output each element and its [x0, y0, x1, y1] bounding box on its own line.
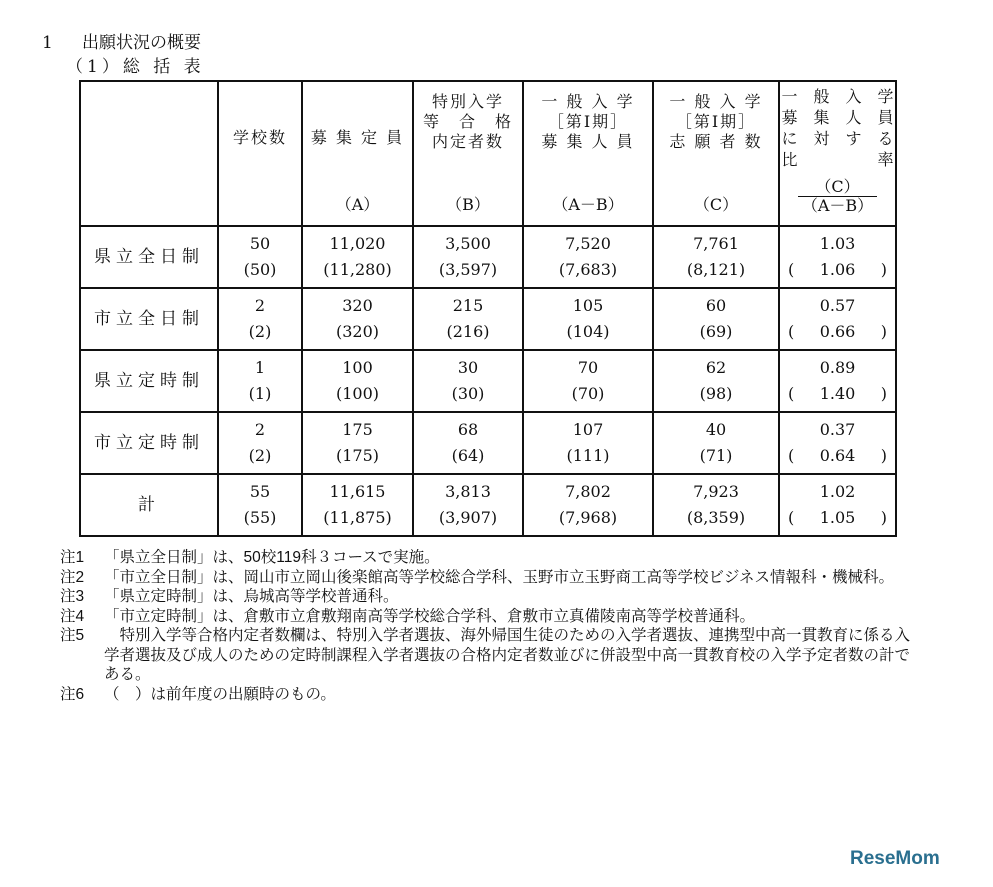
- paren-open: (: [788, 508, 795, 527]
- ratio-cell: [779, 288, 896, 350]
- paren-close: ): [880, 508, 887, 527]
- previous-value: (1): [248, 384, 272, 403]
- paren-open: (: [788, 322, 795, 341]
- header-line: 特別入学: [431, 92, 504, 111]
- previous-value: (69): [699, 322, 733, 341]
- table-cell: [413, 226, 523, 288]
- previous-ratio: [780, 381, 895, 407]
- header-blank: [80, 81, 218, 226]
- current-value: 7,520: [565, 234, 611, 253]
- note-item: [60, 607, 920, 627]
- previous-ratio: [780, 443, 895, 469]
- table-cell: [218, 412, 302, 474]
- notes: [60, 548, 920, 704]
- current-value: 3,500: [445, 234, 491, 253]
- current-value: 105: [572, 296, 604, 315]
- previous-ratio-value: 0.66: [819, 322, 856, 341]
- note-text: 「市立全日制」は、岡山市立岡山後楽館高等学校総合学科、玉野市立玉野商工高等学校ビジネス情報科・機械科。: [104, 568, 895, 586]
- previous-ratio: [780, 505, 895, 531]
- header-label: [414, 82, 522, 152]
- header-label: [219, 82, 301, 148]
- header-line: 一 般 入 学: [669, 92, 763, 111]
- table-cell: [218, 474, 302, 536]
- current-value: 7,923: [693, 482, 739, 501]
- note-item: [60, 568, 920, 588]
- current-value: 50: [249, 234, 271, 253]
- table-cell: [523, 226, 653, 288]
- previous-value: (111): [566, 446, 610, 465]
- section-title: 出願状況の概要: [82, 33, 201, 53]
- header-line: 一 般 入 学: [541, 92, 635, 111]
- current-value: 2: [254, 296, 266, 315]
- current-value: 11,615: [329, 482, 386, 501]
- current-value: 7,802: [565, 482, 611, 501]
- row-label: 県立全日制: [80, 226, 218, 288]
- table-header-row: [80, 81, 896, 226]
- paren-open: (: [788, 384, 795, 403]
- header-cell: [302, 81, 413, 226]
- table-cell: [413, 288, 523, 350]
- previous-value: (8,121): [686, 260, 746, 279]
- table-row: [80, 350, 896, 412]
- note-item: [60, 587, 920, 607]
- previous-value: (7,968): [558, 508, 618, 527]
- header-sub: （B）: [446, 195, 490, 214]
- header-label: [780, 82, 895, 170]
- current-value: 1: [254, 358, 266, 377]
- table-cell: [653, 474, 779, 536]
- note-key: 注3: [60, 588, 85, 605]
- header-line: に 対 す る: [781, 129, 894, 148]
- current-value: 2: [254, 420, 266, 439]
- header-cell: [413, 81, 523, 226]
- previous-value: (175): [335, 446, 380, 465]
- table-row: [80, 474, 896, 536]
- ratio-denominator: （A－B）: [798, 196, 877, 215]
- current-value: 55: [249, 482, 271, 501]
- note-key: 注1: [60, 549, 85, 566]
- current-value: 40: [705, 420, 727, 439]
- ratio-cell: [779, 350, 896, 412]
- current-value: 215: [452, 296, 484, 315]
- note-text: 「市立定時制」は、倉敷市立倉敷翔南高等学校総合学科、倉敷市立真備陵南高等学校普通科。: [104, 607, 756, 625]
- header-cell: [523, 81, 653, 226]
- header-line: 等 合 格: [422, 112, 513, 131]
- paren-close: ): [880, 260, 887, 279]
- current-ratio: 0.57: [819, 296, 856, 315]
- current-value: 100: [342, 358, 373, 377]
- row-label: 計: [80, 474, 218, 536]
- previous-value: (104): [566, 322, 610, 341]
- previous-value: (2): [248, 446, 272, 465]
- previous-ratio: [780, 257, 895, 283]
- table-cell: [218, 288, 302, 350]
- table-cell: [653, 350, 779, 412]
- previous-value: (98): [699, 384, 733, 403]
- previous-value: (11,875): [323, 508, 392, 527]
- note-text: 「県立定時制」は、烏城高等学校普通科。: [104, 588, 399, 605]
- paren-close: ): [880, 322, 887, 341]
- table-row: [80, 412, 896, 474]
- previous-value: (55): [243, 508, 277, 527]
- paren-open: (: [788, 446, 795, 465]
- table-cell: [413, 474, 523, 536]
- ratio-numerator: （C）: [815, 177, 860, 196]
- current-value: 11,020: [329, 234, 386, 253]
- table-row: [80, 226, 896, 288]
- previous-value: (71): [699, 446, 733, 465]
- table-cell: [218, 350, 302, 412]
- table-cell: [302, 288, 413, 350]
- header-cell: [218, 81, 302, 226]
- previous-value: (70): [571, 384, 605, 403]
- header-label: [303, 82, 412, 148]
- note-key: 注4: [60, 607, 85, 625]
- current-value: 30: [457, 358, 479, 377]
- table-cell: [302, 474, 413, 536]
- paren-close: ): [880, 446, 887, 465]
- header-sub: （A）: [335, 195, 380, 214]
- ratio-cell: [779, 226, 896, 288]
- previous-value: (100): [335, 384, 380, 403]
- section-number: 1: [42, 33, 53, 53]
- table-cell: [523, 350, 653, 412]
- current-value: 70: [577, 358, 599, 377]
- current-value: 60: [705, 296, 727, 315]
- previous-value: (3,597): [438, 260, 498, 279]
- header-line: 募 集 定 員: [310, 128, 405, 147]
- table-cell: [653, 412, 779, 474]
- table-cell: [302, 412, 413, 474]
- note-item: [60, 685, 920, 705]
- table-cell: [413, 412, 523, 474]
- table-cell: [302, 226, 413, 288]
- current-value: 3,813: [445, 482, 491, 501]
- header-label: [524, 82, 652, 152]
- current-value: 107: [572, 420, 604, 439]
- previous-ratio-value: 1.06: [819, 260, 856, 279]
- note-key: 注6: [60, 685, 85, 703]
- current-value: 320: [342, 296, 373, 315]
- previous-value: (2): [248, 322, 272, 341]
- table-cell: [653, 226, 779, 288]
- header-line: 比 率: [781, 150, 894, 169]
- paren-close: ): [880, 384, 887, 403]
- previous-value: (320): [335, 322, 380, 341]
- header-line: ［第Ⅰ期］: [547, 112, 629, 131]
- header-line: 募 集 人 員: [781, 108, 894, 127]
- current-value: 68: [457, 420, 479, 439]
- previous-value: (8,359): [686, 508, 746, 527]
- table-cell: [653, 288, 779, 350]
- header-label: [654, 82, 778, 152]
- note-text: （ ）は前年度の出願時のもの。: [104, 685, 336, 703]
- note-text: 特別入学等合格内定者数欄は、特別入学者選抜、海外帰国生徒のための入学者選抜、連携型中高一貫教育に係る入学者選抜及び成人のための定時制課程入学者選抜の合格内定者数並びに併設型中高一貫教育校の入学予定者数の計である。: [104, 627, 911, 683]
- header-sub: （A－B）: [552, 195, 624, 214]
- table-cell: [413, 350, 523, 412]
- previous-value: (50): [243, 260, 277, 279]
- summary-table: [79, 80, 897, 537]
- table-cell: [523, 288, 653, 350]
- previous-ratio: [780, 319, 895, 345]
- table-cell: [523, 474, 653, 536]
- header-line: 内定者数: [431, 132, 504, 151]
- header-line: 学校数: [232, 128, 287, 147]
- header-cell: [653, 81, 779, 226]
- previous-value: (3,907): [438, 508, 498, 527]
- row-label: 県立定時制: [80, 350, 218, 412]
- header-line: 一 般 入 学: [781, 87, 894, 106]
- header-line: ［第Ⅰ期］: [675, 112, 757, 131]
- previous-ratio-value: 1.40: [819, 384, 856, 403]
- note-item: [60, 626, 920, 685]
- ratio-cell: [779, 412, 896, 474]
- previous-value: (7,683): [558, 260, 618, 279]
- row-label: 市立全日制: [80, 288, 218, 350]
- header-line: 志 願 者 数: [669, 132, 763, 151]
- previous-value: (64): [451, 446, 485, 465]
- current-ratio: 0.37: [819, 420, 856, 439]
- resemom-logo: ReseMom: [850, 848, 940, 869]
- previous-value: (11,280): [323, 260, 392, 279]
- note-item: [60, 548, 920, 568]
- subsection-heading: （1）総 括 表: [66, 57, 205, 77]
- header-cell: [779, 81, 896, 226]
- table-cell: [218, 226, 302, 288]
- current-ratio: 0.89: [819, 358, 856, 377]
- current-ratio: 1.03: [819, 234, 856, 253]
- current-value: 62: [705, 358, 727, 377]
- current-value: 7,761: [693, 234, 739, 253]
- table-row: [80, 288, 896, 350]
- row-label: 市立定時制: [80, 412, 218, 474]
- ratio-cell: [779, 474, 896, 536]
- previous-ratio-value: 0.64: [819, 446, 856, 465]
- note-text: 「県立全日制」は、50校119科３コースで実施。: [104, 549, 440, 566]
- table-cell: [523, 412, 653, 474]
- previous-value: (216): [446, 322, 490, 341]
- header-sub: （C）: [693, 195, 739, 214]
- note-key: 注5: [60, 627, 85, 644]
- current-value: 175: [342, 420, 373, 439]
- previous-value: (30): [451, 384, 485, 403]
- section-heading: [42, 28, 201, 53]
- paren-open: (: [788, 260, 795, 279]
- note-key: 注2: [60, 568, 85, 586]
- previous-ratio-value: 1.05: [819, 508, 856, 527]
- current-ratio: 1.02: [819, 482, 856, 501]
- table-cell: [302, 350, 413, 412]
- header-line: 募 集 人 員: [541, 132, 635, 151]
- ratio-formula: [780, 178, 895, 215]
